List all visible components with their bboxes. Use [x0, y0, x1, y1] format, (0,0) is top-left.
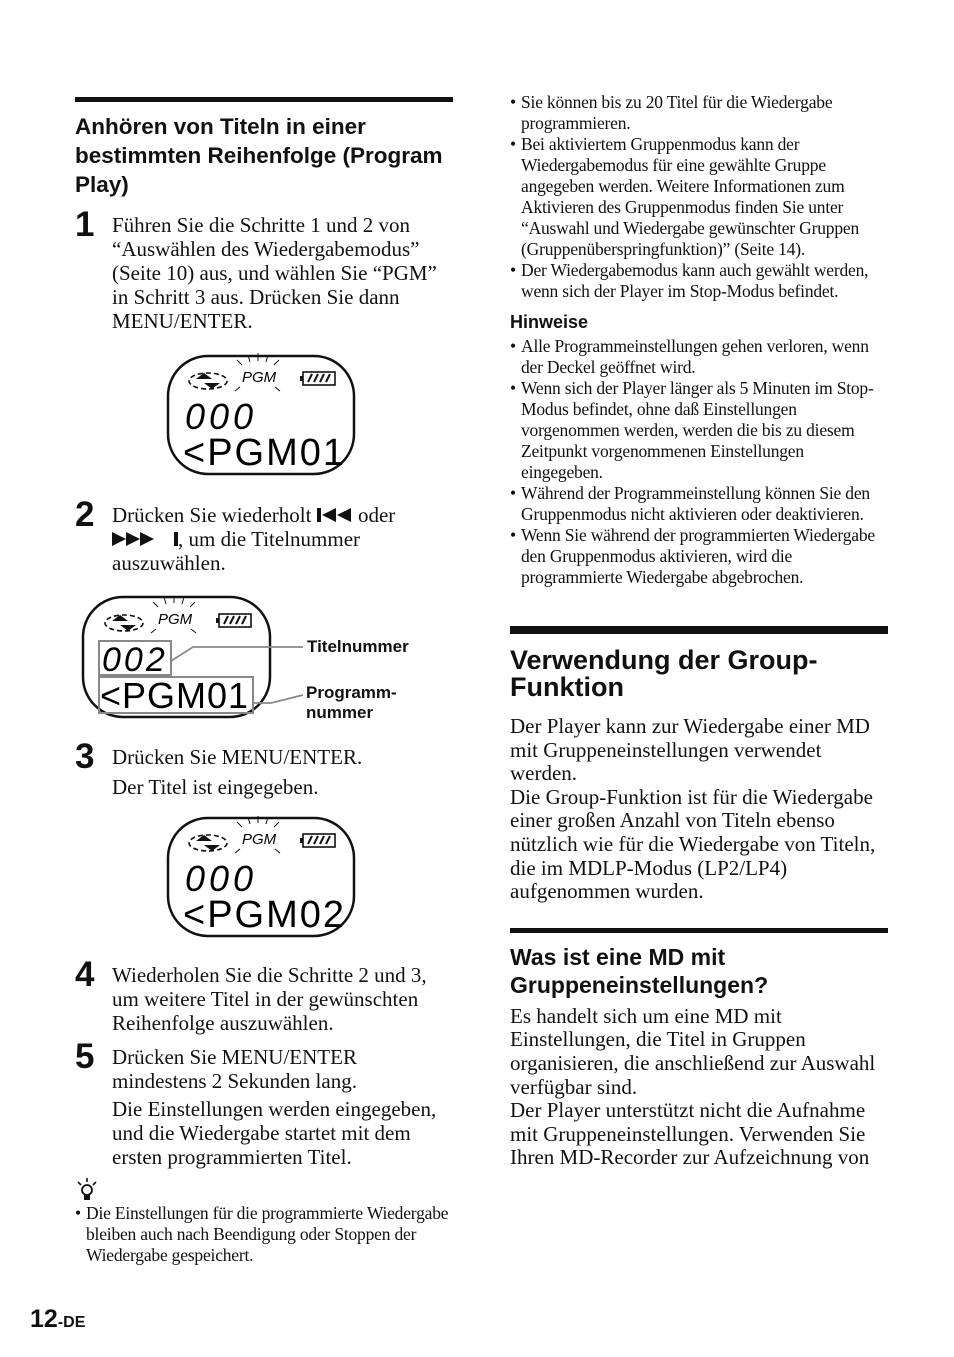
- hinweis-bullet: • Wenn sich der Player länger als 5 Minuten im Stop-Modus befindet, ohne daß Einstellungen vorgenommen werden, werden die bis zu diesem Zeitpunkt vorgenommenen Einstellungen eingegeben.: [510, 378, 874, 482]
- label-titelnummer: Titelnummer: [307, 637, 409, 656]
- lcd-display-3: [75, 815, 453, 945]
- next-track-icon: [112, 531, 178, 547]
- step-1: [75, 205, 453, 333]
- section-rule: [510, 626, 888, 634]
- step-result: Die Einstellungen werden eingegeben, und die Wiedergabe startet mit dem ersten programmierten Titel.: [112, 1097, 437, 1169]
- disc-icon: [189, 373, 227, 389]
- group-function-paragraph-2: Die Group-Funktion ist für die Wiedergabe einer großen Anzahl von Titeln ebenso nützlich wie für die Wiedergabe von Titeln, die im MDLP-Modus (LP2/LP4) aufgenommen wurden.: [510, 784, 876, 904]
- group-md-heading: Was ist eine MD mit Gruppeneinstellungen?: [510, 943, 769, 998]
- step-3: [75, 737, 453, 799]
- lcd-program-number: <PGM02: [183, 894, 347, 936]
- step-number: 3: [75, 737, 95, 776]
- pgm-badge: PGM: [242, 831, 277, 848]
- step-text: Drücken Sie MENU/ENTER mindestens 2 Sekunden lang.: [112, 1045, 357, 1093]
- page-number: 12-DE: [30, 1305, 86, 1333]
- tip-lightbulb-icon: [75, 1177, 99, 1203]
- step-2: [75, 495, 453, 575]
- pgm-badge: PGM: [158, 611, 193, 628]
- step-text: Führen Sie die Schritte 1 und 2 von “Auswählen des Wiedergabemodus” (Seite 10) aus, und wählen Sie “PGM” in Schritt 3 aus. Drücken Sie dann MENU/ENTER.: [112, 213, 437, 333]
- step-number: 1: [75, 205, 95, 244]
- lcd-track-number: 000: [185, 396, 258, 437]
- disc-icon: [189, 835, 227, 851]
- group-function-paragraph-1: Der Player kann zur Wiedergabe einer MD mit Gruppeneinstellungen verwendet werden.: [510, 714, 870, 786]
- lcd-track-number: 002: [102, 641, 168, 679]
- program-play-heading: Anhören von Titeln in einer bestimmten Reihenfolge (Program Play): [75, 114, 443, 197]
- step-5: [75, 1037, 453, 1169]
- note-bullet: • Der Wiedergabemodus kann auch gewählt werden, wenn sich der Player im Stop-Modus befindet.: [510, 260, 869, 301]
- disc-icon: [105, 615, 143, 631]
- battery-icon: [300, 834, 335, 847]
- step-text: Drücken Sie MENU/ENTER.: [112, 745, 363, 769]
- group-md-paragraph-2: Der Player unterstützt nicht die Aufnahme mit Gruppeneinstellungen. Verwenden Sie Ihren MD-Recorder zur Aufzeichnung von: [510, 1098, 870, 1170]
- step-text: Drücken Sie wiederholt oder , um die Titelnummer auszuwählen.: [112, 503, 396, 575]
- step-result: Der Titel ist eingegeben.: [112, 775, 319, 799]
- pgm-badge: PGM: [242, 369, 277, 386]
- display-2-with-labels: [75, 595, 453, 735]
- lcd-program-number: <PGM01: [100, 675, 250, 716]
- label-programmnummer: Programm- nummer: [306, 683, 397, 722]
- heading-rule: [75, 97, 453, 102]
- step-4: [75, 955, 453, 1035]
- note-bullet: • Bei aktiviertem Gruppenmodus kann der Wiedergabemodus für eine gewählte Gruppe angegeben werden. Weitere Informationen zum Aktivieren des Gruppenmodus finden Sie unter “Auswahl und Wiedergabe gewünschter Gruppen (Gruppenüberspringfunktion)” (Seite 14).: [510, 134, 859, 259]
- right-column: [510, 92, 888, 1170]
- hinweis-bullet: • Alle Programmeinstellungen gehen verloren, wenn der Deckel geöffnet wird.: [510, 336, 869, 377]
- hinweis-bullet: • Während der Programmeinstellung können Sie den Gruppenmodus nicht aktivieren oder deaktivieren.: [510, 483, 870, 524]
- step-number: 4: [75, 955, 95, 994]
- step-number: 2: [75, 495, 95, 534]
- battery-icon: [300, 372, 335, 385]
- track-callout-line: [171, 647, 303, 661]
- lcd-program-number: <PGM01: [183, 432, 347, 474]
- note-bullet: • Sie können bis zu 20 Titel für die Wiedergabe programmieren.: [510, 92, 833, 133]
- step-text: Wiederholen Sie die Schritte 2 und 3, um weitere Titel in der gewünschten Reihenfolge auszuwählen.: [112, 963, 427, 1035]
- subsection-rule: [510, 928, 888, 933]
- lcd-track-number: 000: [185, 858, 258, 899]
- group-md-paragraph-1: Es handelt sich um eine MD mit Einstellungen, die Titel in Gruppen organisieren, die anschließend zur Auswahl verfügbar sind.: [510, 1003, 876, 1099]
- previous-track-icon: [317, 507, 353, 523]
- battery-icon: [216, 614, 251, 627]
- tip-text: • Die Einstellungen für die programmierte Wiedergabe bleiben auch nach Beendigung oder Stoppen der Wiedergabe gespeichert.: [75, 1203, 449, 1265]
- hinweise-heading: Hinweise: [510, 312, 589, 332]
- lcd-display-1: [75, 351, 453, 487]
- hinweis-bullet: • Wenn Sie während der programmierten Wiedergabe den Gruppenmodus aktivieren, wird die programmierte Wiedergabe abgebrochen.: [510, 525, 875, 587]
- left-column: [75, 97, 453, 1266]
- group-function-heading: Verwendung der Group-Funktion: [510, 645, 818, 702]
- step-number: 5: [75, 1037, 95, 1076]
